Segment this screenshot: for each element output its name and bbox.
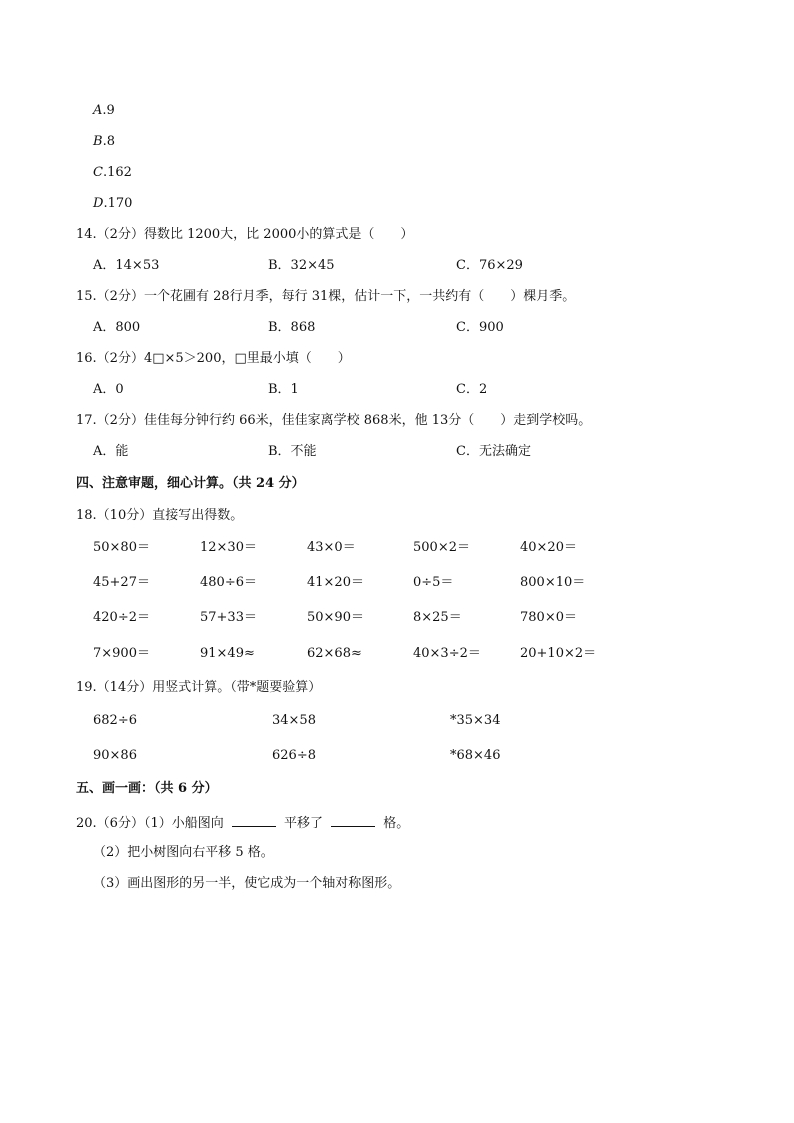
q20-line-2: （2）把小树图向右平移 5 格。 <box>93 845 274 860</box>
q18-item: 40×20＝ <box>520 540 577 555</box>
q19-item: 682÷6 <box>93 713 137 728</box>
q15-option-a: A．800 <box>93 320 141 335</box>
q20-line-1-part-b: 平移了 <box>284 816 324 831</box>
q18-item: 780×0＝ <box>520 610 577 625</box>
q14-stem: 14.（2分）得数比 1200大，比 2000小的算式是（ ） <box>76 227 414 242</box>
q18-stem: 18.（10分）直接写出得数。 <box>76 508 244 523</box>
q16-option-a: A．0 <box>93 382 124 397</box>
q17-option-c: C．无法确定 <box>456 444 531 459</box>
q18-item: 62×68≈ <box>307 646 362 661</box>
q19-item: 34×58 <box>272 713 316 728</box>
q18-item: 420÷2＝ <box>93 610 150 625</box>
q15-option-b: B．868 <box>268 320 316 335</box>
q14-option-c: C．76×29 <box>456 258 523 273</box>
q19-stem: 19.（14分）用竖式计算。（带*题要验算） <box>76 680 322 695</box>
q18-item: 500×2＝ <box>413 540 470 555</box>
q19-item: *68×46 <box>450 748 501 763</box>
section-5-heading: 五、画一画：（共 6 分） <box>76 781 218 796</box>
section-4-heading: 四、注意审题，细心计算。（共 24 分） <box>76 476 305 491</box>
q18-item: 57+33＝ <box>200 610 257 625</box>
answer-blank-direction[interactable] <box>232 814 276 827</box>
q13-option-d: D.170 <box>93 196 133 211</box>
q18-item: 7×900＝ <box>93 646 150 661</box>
q18-item: 40×3÷2＝ <box>413 646 481 661</box>
q15-stem: 15.（2分）一个花圃有 28行月季，每行 31棵，估计一下，一共约有（ ）棵月季。 <box>76 289 576 304</box>
q13-option-c: C.162 <box>93 165 132 180</box>
q18-item: 480÷6＝ <box>200 575 257 590</box>
q17-option-b: B．不能 <box>268 444 317 459</box>
q16-option-b: B．1 <box>268 382 299 397</box>
q19-item: 90×86 <box>93 748 137 763</box>
q18-item: 43×0＝ <box>307 540 356 555</box>
q14-option-a: A．14×53 <box>93 258 160 273</box>
q18-item: 45+27＝ <box>93 575 150 590</box>
q18-item: 12×30＝ <box>200 540 257 555</box>
q18-item: 50×80＝ <box>93 540 150 555</box>
q19-item: 626÷8 <box>272 748 316 763</box>
q20-line-1-part-a: 20.（6分）（1）小船图向 <box>76 816 224 831</box>
q13-option-a: A.9 <box>93 103 115 118</box>
answer-blank-distance[interactable] <box>331 814 375 827</box>
q18-item: 50×90＝ <box>307 610 364 625</box>
q20-line-1 <box>76 814 409 832</box>
q18-item: 91×49≈ <box>200 646 255 661</box>
q18-item: 41×20＝ <box>307 575 364 590</box>
q18-item: 8×25＝ <box>413 610 462 625</box>
q14-option-b: B．32×45 <box>268 258 335 273</box>
q20-line-1-part-c: 格。 <box>383 816 410 831</box>
q20-line-3: （3）画出图形的另一半，使它成为一个轴对称图形。 <box>93 876 401 891</box>
q16-stem: 16.（2分）4□×5＞200，□里最小填（ ） <box>76 351 351 366</box>
q17-option-a: A．能 <box>93 444 129 459</box>
q18-item: 800×10＝ <box>520 575 586 590</box>
q16-option-c: C．2 <box>456 382 488 397</box>
q18-item: 20+10×2＝ <box>520 646 597 661</box>
q17-stem: 17.（2分）佳佳每分钟行约 66米，佳佳家离学校 868米，他 13分（ ）走到学校吗。 <box>76 413 592 428</box>
q13-option-b: B.8 <box>93 134 115 149</box>
q15-option-c: C．900 <box>456 320 504 335</box>
q19-item: *35×34 <box>450 713 501 728</box>
q18-item: 0÷5＝ <box>413 575 454 590</box>
